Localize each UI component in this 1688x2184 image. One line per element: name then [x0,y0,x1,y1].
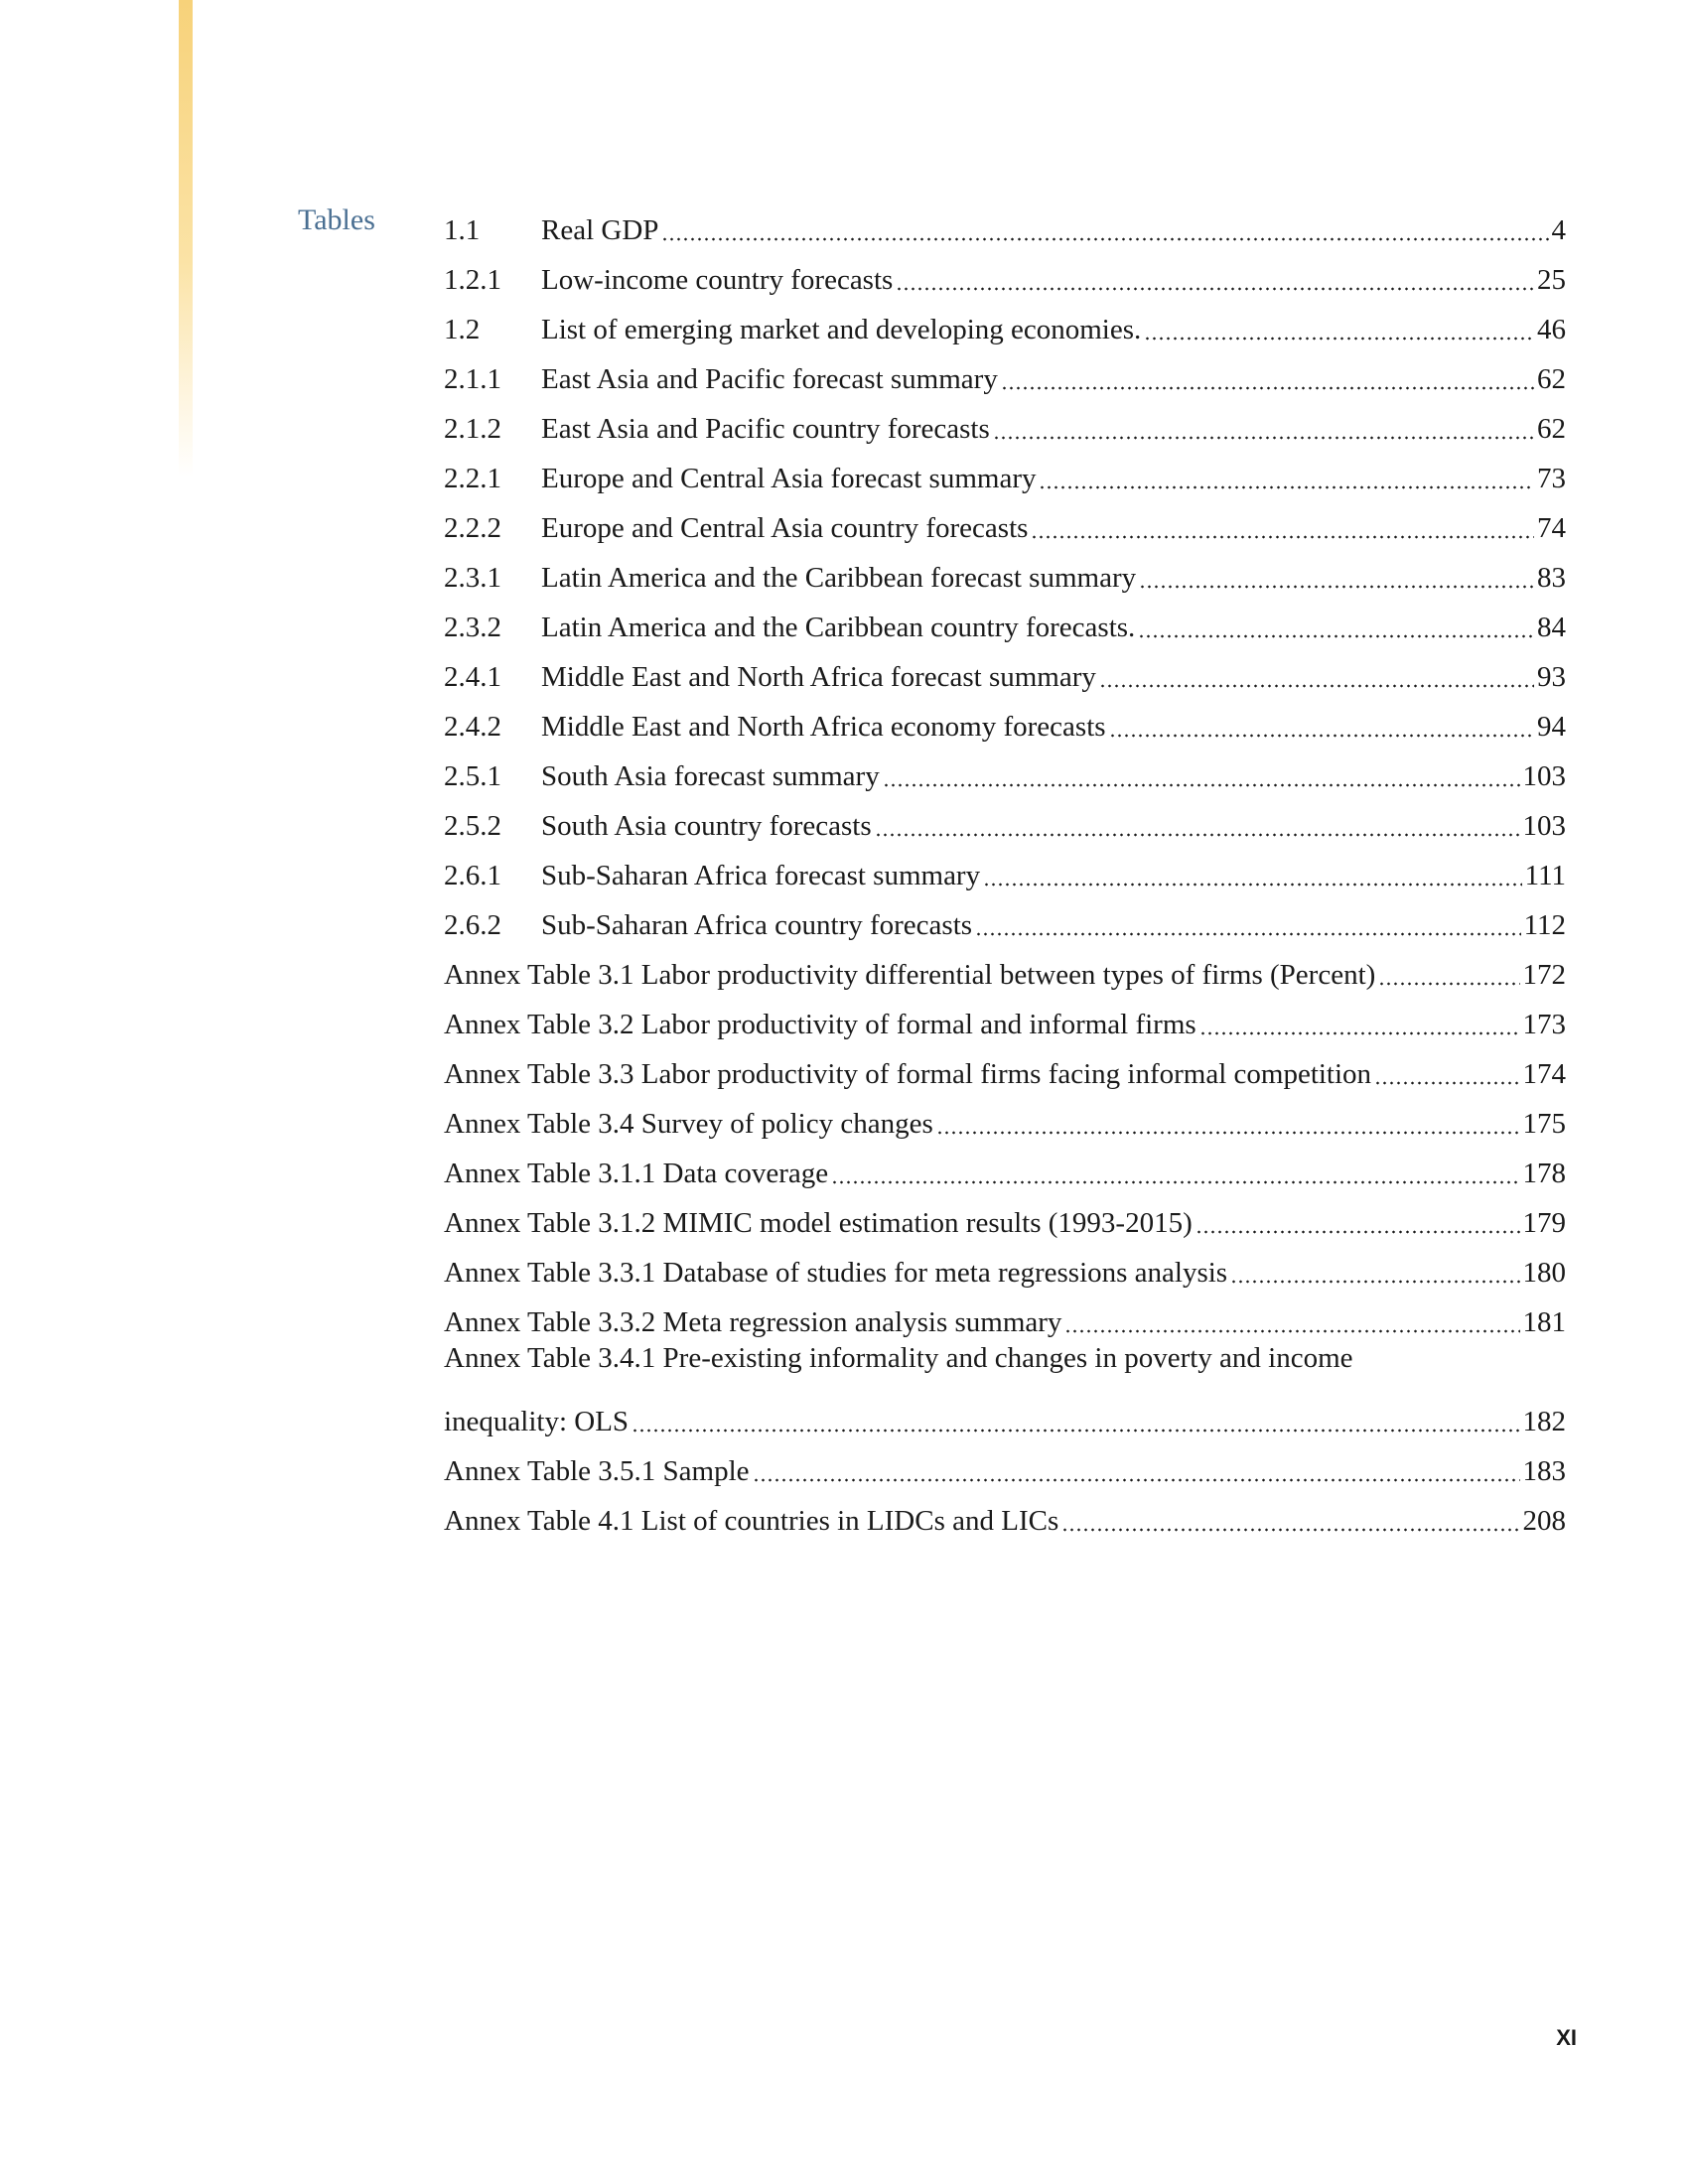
dot-leader [1199,1031,1520,1035]
dot-leader [1138,634,1534,638]
entry-title: Annex Table 3.3.2 Meta regression analysis summary [444,1306,1062,1338]
entry-number: 2.2.2 [444,512,501,544]
entry-number: 2.6.2 [444,909,501,941]
toc-entry[interactable] [444,745,1566,794]
dot-leader [1378,982,1519,986]
entry-title: Europe and Central Asia forecast summary [541,463,1037,494]
entry-title: Annex Table 3.1.2 MIMIC model estimation results (1993-2015) [444,1207,1193,1239]
toc-annex-entry[interactable] [444,1439,1566,1489]
entry-title: Annex Table 3.2 Labor productivity of formal and informal firms [444,1009,1196,1040]
toc-entry[interactable] [444,546,1566,596]
entry-number: 1.1 [444,214,481,246]
entry-number: 2.5.2 [444,810,501,842]
dot-leader [831,1180,1519,1184]
dot-leader [983,883,1522,887]
entry-page: 183 [1522,1455,1566,1487]
toc-entry[interactable] [444,347,1566,397]
entry-title: South Asia forecast summary [541,760,880,792]
toc-annex-entry[interactable] [444,993,1566,1042]
toc-entry[interactable] [444,199,1566,248]
entry-title: Annex Table 3.3.1 Database of studies for meta regressions analysis [444,1257,1228,1289]
dot-leader [1196,1230,1520,1234]
dot-leader [1064,1329,1519,1333]
section-label: Tables [298,204,375,236]
entry-number: 2.2.1 [444,463,501,494]
entry-page: 83 [1537,562,1566,594]
entry-number: 2.5.1 [444,760,501,792]
dot-leader [936,1131,1520,1135]
entry-title: Sub-Saharan Africa country forecasts [541,909,973,941]
toc-annex-entry[interactable] [444,1241,1566,1291]
entry-page: 178 [1522,1158,1566,1189]
entry-page: 46 [1537,314,1566,345]
entry-number: 1.2.1 [444,264,501,296]
entry-number: 2.1.2 [444,413,501,445]
dot-leader [1031,535,1534,539]
dot-leader [632,1429,1519,1433]
dot-leader [1109,734,1534,738]
dot-leader [875,833,1520,837]
entry-title: Real GDP [541,214,659,246]
entry-title: Annex Table 3.3 Labor productivity of formal firms facing informal competition [444,1058,1372,1090]
entry-title: Middle East and North Africa economy forecasts [541,711,1106,743]
entry-title: Europe and Central Asia country forecasts [541,512,1029,544]
entry-page: 62 [1537,413,1566,445]
entry-page: 180 [1522,1257,1566,1289]
entry-page: 103 [1522,810,1566,842]
entry-title-continued: inequality: OLS [444,1406,630,1437]
entry-page: 74 [1537,512,1566,544]
toc-entry[interactable] [444,447,1566,496]
dot-leader [975,932,1521,936]
dot-leader [1230,1280,1519,1284]
entry-page: 172 [1522,959,1566,991]
entry-page: 4 [1551,214,1566,246]
dot-leader [661,237,1548,241]
entry-page: 181 [1522,1306,1566,1338]
entry-page: 94 [1537,711,1566,743]
toc-entry[interactable] [444,893,1566,943]
entry-number: 1.2 [444,314,481,345]
entry-number: 2.1.1 [444,363,501,395]
dot-leader [896,287,1534,291]
entry-title: Annex Table 3.4 Survey of policy changes [444,1108,933,1140]
entry-page: 73 [1537,463,1566,494]
toc-annex-entry[interactable] [444,1291,1566,1340]
toc-annex-entry[interactable] [444,1042,1566,1092]
entry-page: 62 [1537,363,1566,395]
page-number: XI [1556,2025,1577,2050]
entry-page: 25 [1537,264,1566,296]
entry-title: Annex Table 3.4.1 Pre-existing informality and changes in poverty and income [444,1342,1353,1374]
toc-annex-entry[interactable] [444,1489,1566,1539]
dot-leader [1139,585,1534,589]
entry-page: 175 [1522,1108,1566,1140]
toc-annex-entry[interactable] [444,943,1566,993]
entry-page: 84 [1537,612,1566,643]
entry-page: 103 [1522,760,1566,792]
entry-page: 208 [1522,1505,1566,1537]
dot-leader [993,436,1534,440]
dot-leader [1099,684,1534,688]
dot-leader [753,1478,1520,1482]
dot-leader [1144,337,1534,341]
table-list [444,199,1566,1539]
toc-entry[interactable] [444,645,1566,695]
toc-annex-entry[interactable] [444,1191,1566,1241]
entry-title: Latin America and the Caribbean forecast summary [541,562,1137,594]
toc-entry[interactable] [444,695,1566,745]
entry-title: South Asia country forecasts [541,810,872,842]
entry-title: Latin America and the Caribbean country forecasts. [541,612,1136,643]
entry-title: Annex Table 3.5.1 Sample [444,1455,750,1487]
dot-leader [1374,1081,1519,1085]
entry-title: Annex Table 3.1 Labor productivity differential between types of firms (Percent) [444,959,1376,991]
entry-page: 182 [1522,1406,1566,1437]
entry-title: Sub-Saharan Africa forecast summary [541,860,981,891]
toc-entry[interactable] [444,248,1566,298]
toc-annex-entry-line1[interactable] [444,1340,1566,1390]
toc-annex-entry[interactable] [444,1142,1566,1191]
entry-number: 2.4.1 [444,661,501,693]
toc-annex-entry-line2[interactable] [444,1390,1566,1439]
entry-title: List of emerging market and developing economies. [541,314,1142,345]
toc-entry[interactable] [444,794,1566,844]
dot-leader [883,783,1520,787]
toc-entry[interactable] [444,844,1566,893]
entry-number: 2.4.2 [444,711,501,743]
dot-leader [1061,1528,1519,1532]
entry-page: 112 [1523,909,1566,941]
entry-title: East Asia and Pacific country forecasts [541,413,990,445]
decorative-accent-bar [179,0,193,477]
toc-entry[interactable] [444,496,1566,546]
entry-title: East Asia and Pacific forecast summary [541,363,998,395]
entry-number: 2.6.1 [444,860,501,891]
entry-page: 173 [1522,1009,1566,1040]
toc-entry[interactable] [444,397,1566,447]
toc-annex-entry[interactable] [444,1092,1566,1142]
dot-leader [1001,386,1534,390]
entry-number: 2.3.1 [444,562,501,594]
entry-title: Middle East and North Africa forecast summary [541,661,1096,693]
toc-entry[interactable] [444,298,1566,347]
dot-leader [1039,485,1534,489]
entry-page: 111 [1524,860,1566,891]
entry-title: Annex Table 4.1 List of countries in LIDCs and LICs [444,1505,1059,1537]
entry-title: Annex Table 3.1.1 Data coverage [444,1158,829,1189]
entry-number: 2.3.2 [444,612,501,643]
entry-page: 174 [1522,1058,1566,1090]
toc-entry[interactable] [444,596,1566,645]
entry-page: 179 [1522,1207,1566,1239]
entry-page: 93 [1537,661,1566,693]
entry-title: Low-income country forecasts [541,264,894,296]
